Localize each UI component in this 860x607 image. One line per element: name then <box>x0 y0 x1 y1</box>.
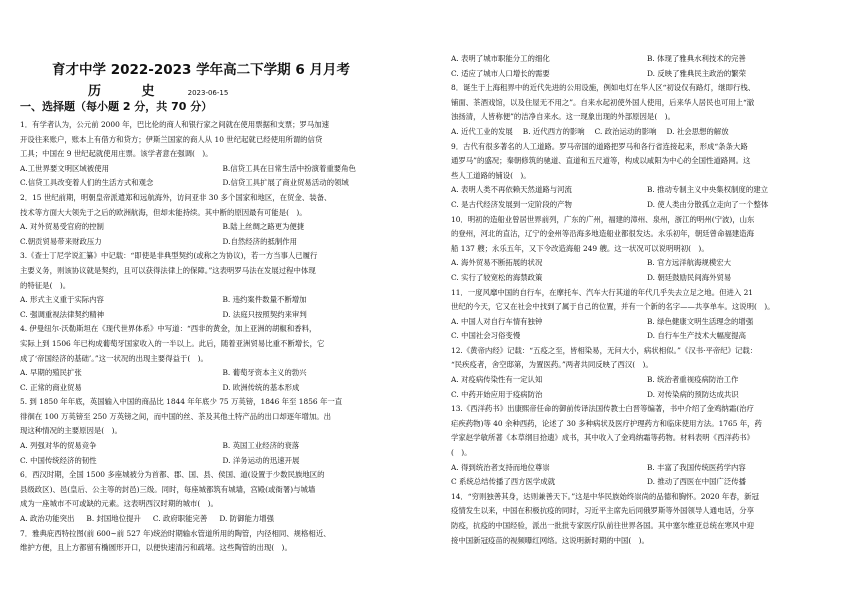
question-text-line: 船 137 艘；永乐五年，又下令改造海船 249 艘。这一状况可以说明明初( )。 <box>451 243 709 253</box>
answer-options-row <box>451 67 843 82</box>
question-text-line: 工具；中国在 9 世纪起就使用庄票。该学者意在强调( )。 <box>20 149 213 159</box>
answer-option: B. 官方远洋航海规模宏大 <box>647 258 732 268</box>
answer-options-row <box>20 176 425 191</box>
answer-options-row <box>20 381 425 396</box>
right-question-column <box>451 52 843 548</box>
answer-option: A. 得到统治者支持而地位尊崇 <box>451 462 550 472</box>
answer-option: A. 列强对华的贸易竞争 <box>20 441 97 451</box>
question-text-line: ( )。 <box>451 448 472 458</box>
question-text-line: 接中国新冠疫苗的视频曝红网络。这说明新时期的中国( )。 <box>451 535 649 545</box>
question-text-line: 成了‘帝国经济的基础’。”这一状况的出现主要得益于( )。 <box>20 353 208 363</box>
answer-options-row <box>20 293 425 308</box>
question-text-line: 开设往来账户，账本上有借方和贷方；伊斯兰国家的商人从 10 世纪起就已经使用所谓的信贷 <box>20 134 323 144</box>
answer-option: D. 自行车生产技术大幅度提高 <box>647 331 747 341</box>
question-text-line: 8．诞生于上海租界中的近代先进的公用设施，例如电灯在华人区“初设仅有路灯，继即行栈、 <box>451 83 756 93</box>
question-text-line: 10．明初的造船业曾居世界前列，广东的广州，福建的漳州、泉州，浙江的明州(宁波)，山东 <box>451 214 755 224</box>
answer-option: B.陆上丝绸之路更为便捷 <box>222 222 305 232</box>
answer-option: D.信贷工具扩展了商业贸易活动的领域 <box>222 178 349 188</box>
question-text-line: 防疫，抗疫的中国经验，派出一批批专家医疗队前往世界各国。其中塞尔维亚总统在寒风中迎 <box>451 521 755 530</box>
answer-option: A. 对外贸易受官府的控制 <box>20 222 104 232</box>
question-text-line: 4. 伊曼纽尔·沃勒斯坦在《现代世界体系》中写道：“西非的黄金，加上亚洲的胡椒和香料， <box>20 324 317 334</box>
question-text-line: 疫情发生以来，中国在积极抗疫的同时，习近平主席先后同俄罗斯等外国领导人通电话，分享 <box>451 506 755 516</box>
question-text-line: 7．雅典庇西特拉图(前 600~前 527 年)统治时期输水管道所用的陶管，内径相同、规格相近、 <box>20 528 331 538</box>
answer-option: D.自然经济的抵制作用 <box>222 236 298 246</box>
answer-option: D. 使人类由分散孤立走向了一个整体 <box>647 199 769 209</box>
answer-options-row <box>20 308 425 323</box>
question-text-line: 县级政区)、邑(皇后、公主等的封邑)三级。同时，每座城都筑有城墙，宫殿(或衙署)与城墙 <box>20 484 316 494</box>
answer-options-row <box>20 366 425 381</box>
question-text-line: 成为一座城市不可或缺的元素。这表明西汉时期的城市( )。 <box>20 499 218 509</box>
answer-option: D. 社会思想的解放 <box>666 126 729 136</box>
question-text-line: 11．一度风靡中国的自行车，在摩托车、汽车大行其道的年代几乎失去立足之地。但进入 21 <box>451 287 754 297</box>
answer-option: B. 违约案件数量不断增加 <box>222 295 307 305</box>
answer-option: C. 政治运动的影响 <box>594 126 657 136</box>
question-text-line: 实际上到 1506 年已构成葡萄牙国家收入的一半以上。此后，随着亚洲贸易比重不断增长，它 <box>20 338 325 348</box>
question-text-line: 主要义务，则该协议就是契约，且可以获得法律上的保障。”这表明罗马法在发展过程中体现 <box>20 265 316 275</box>
answer-option: B.信贷工具在日常生活中扮演着重要角色 <box>222 163 356 173</box>
answer-option: B. 推动专制主义中央集权制度的建立 <box>647 185 768 195</box>
subject-row <box>88 80 228 99</box>
answer-options-row <box>451 271 843 286</box>
answer-options-row <box>20 235 425 250</box>
answer-option: A. 政治功能突出 <box>20 514 75 524</box>
answer-option: D. 反映了雅典民主政治的繁荣 <box>647 68 747 78</box>
answer-options-row <box>451 125 843 140</box>
answer-options-row <box>20 512 425 527</box>
answer-option: A. 表明人类不再依赖天然道路与河流 <box>451 185 572 195</box>
question-text-line: 5. 到 1850 年年底，英国输入中国的商品比 1844 年年底少 75 万英镑，1846 年至 1856 年一直 <box>20 397 343 407</box>
answer-option: C. 中药开始应用于疫病防治 <box>451 389 543 399</box>
answer-options-row <box>451 183 843 198</box>
question-text-line: 维护方便，且上方都留有椭圆形开口，以便快速清污和疏堵。这些陶管的出现( )。 <box>20 543 292 553</box>
answer-option: C. 中国社会习俗变慢 <box>451 331 521 341</box>
answer-option: A. 中国人对自行车情有独钟 <box>451 316 543 326</box>
question-text-line: 通罗马”的盛况；秦朝修筑的驰道、直道和五尺道等，构成以咸阳为中心的全国性道路网。这 <box>451 156 751 166</box>
question-text-line: 学家赵学敏所著《本草纲目拾遗》成书，其中收入了金鸡纳霜等药物。材料表明《西洋药书》 <box>451 433 755 443</box>
answer-options-row <box>451 461 843 476</box>
answer-options-row <box>451 329 843 344</box>
left-question-column <box>20 118 425 556</box>
question-text-line: 现这种情况的主要原因是( )。 <box>20 426 122 436</box>
question-text-line: 徘徊在 100 万英镑至 250 万英镑之间，而中国的丝、茶及其他土特产品的出口却逐年增加。出 <box>20 411 332 421</box>
answer-option: A. 表明了城市职能分工的细化 <box>451 54 550 63</box>
subject-label: 历 史 <box>88 84 173 99</box>
answer-options-row <box>20 162 425 177</box>
question-text-line: 世纪的今天，它又在社会中找到了属于自己的位置，并有一个新的名字——共享单车。这说明( )。 <box>451 302 775 312</box>
question-text-line: 些人工道路的铺设( )。 <box>451 170 531 180</box>
question-text-line: 疟疾药物)等 40 余种西药，论述了 30 多种病状及医疗护理药方和临床使用方法。1765 年，药 <box>451 418 762 428</box>
answer-option: D. 法庭只按照契约来审判 <box>222 309 307 319</box>
answer-option: A. 对疫病传染性有一定认知 <box>451 375 543 385</box>
answer-option: C. 是古代经济发展到一定阶段的产物 <box>451 199 572 209</box>
answer-option: D. 洋务运动的迅速开展 <box>222 455 300 465</box>
answer-option: B. 丰富了我国传统医药学内容 <box>647 462 746 472</box>
answer-option: A. 早期的殖民扩张 <box>20 368 82 378</box>
question-text-line: 9．古代有很多著名的人工道路。罗马帝国的道路把罗马和各行省连接起来，形成“条条大路 <box>451 141 748 151</box>
answer-option: C. 政府职能完善 <box>152 514 208 524</box>
question-text-line: 1．有学者认为，公元前 2000 年，巴比伦的商人和银行家之间就在使用票据和支票；罗马加速 <box>20 120 330 129</box>
answer-option: C. 实行了较宽松的海禁政策 <box>451 272 543 282</box>
answer-options-row <box>451 373 843 388</box>
answer-option: D. 对传染病的预防达成共识 <box>647 389 739 399</box>
exam-date: 2023-06-15 <box>187 89 229 97</box>
answer-option: C. 强调重视法律契约精神 <box>20 309 104 319</box>
answer-option: D. 欧洲传统的基本形成 <box>222 382 300 392</box>
answer-options-row <box>451 52 843 67</box>
answer-option: B. 英国工业经济的衰落 <box>222 441 300 451</box>
answer-option: C.朝贡贸易带来财政压力 <box>20 236 102 246</box>
question-text-line: 2．15 世纪前期，明朝皇帝派遣郑和远航海外，访问亚非 30 多个国家和地区，在贸金、装备、 <box>20 192 332 202</box>
question-text-line: 6．西汉时期，全国 1500 多座城被分为首都、郡、国、县、侯国、道(设置于少数民族地区的 <box>20 470 325 480</box>
question-text-line: 12.《黄帝内经》记载：“五疫之至，皆相染易，无问大小，病状相似。”《汉书·平帝纪》记载： <box>451 345 758 355</box>
answer-option: C 系统总结传播了西方医学成就 <box>451 477 556 487</box>
answer-option: B. 体现了雅典水利技术的完善 <box>647 54 746 63</box>
answer-options-row <box>451 388 843 403</box>
answer-option: D. 推动了西医在中国广泛传播 <box>647 477 747 487</box>
answer-option: A. 海外贸易不断拓展的状况 <box>451 258 543 268</box>
question-text-line: 浊扬清，人皆称便”的洁净自来水。这一现象出现的外部原因是( )。 <box>451 112 675 122</box>
answer-option: B. 封国地位提升 <box>86 514 141 524</box>
answer-option: A.工世界要文明区域被使用 <box>20 163 109 173</box>
question-text-line: 技术等方面大大领先于之后的欧洲航海，但却未能持续。其中断的原因最有可能是( )。 <box>20 207 307 217</box>
answer-option: B. 近代西方的影响 <box>522 126 585 136</box>
answer-options-row <box>451 315 843 330</box>
answer-option: C. 适应了城市人口增长的需要 <box>451 68 550 78</box>
answer-option: B. 统治者重视疫病防治工作 <box>647 375 739 385</box>
answer-option: B. 葡萄牙资本主义的勃兴 <box>222 368 307 378</box>
answer-options-row <box>451 475 843 490</box>
section-heading: 一、选择题（每小题 2 分，共 70 分） <box>20 100 213 113</box>
question-text-line: “民疾疫者，舍空邸第，为置医药。”两者共同反映了西汉( )。 <box>451 360 653 370</box>
answer-option: D. 防御能力增强 <box>219 514 275 524</box>
answer-options-row <box>451 256 843 271</box>
question-text-line: 13.《西洋药书》出康熙帝任命的御前传译法国传教士白晋等编著，书中介绍了金鸡纳霜(治疗 <box>451 404 754 414</box>
answer-option: D. 朝廷鼓励民间海外贸易 <box>647 272 732 282</box>
question-text-line: 铺面、茶酒戏馆，以及住屋无不用之”。自来水起初使外国人使用，后来华人居民也可用上“澈 <box>451 97 755 107</box>
question-text-line: 3.《查士丁尼学说汇纂》中记载：“即使是非典型契约(或称之为协议)，若一方当事人已履行 <box>20 251 318 261</box>
question-text-line: 14．“穷则独善其身，达则兼善天下。”这是中华民族始终崇尚的品德和胸怀。2020 年春，新冠 <box>451 491 759 501</box>
answer-options-row <box>20 454 425 469</box>
answer-options-row <box>20 220 425 235</box>
answer-option: B. 绿色健康文明生活理念的增强 <box>647 316 754 326</box>
answer-option: C. 正常的商业贸易 <box>20 382 82 392</box>
answer-options-row <box>451 198 843 213</box>
question-text-line: 的登州，河北的直沽，辽宁的金州等沿海多地造船业都很发达。永乐初年，朝廷曾命福建造海 <box>451 229 755 239</box>
answer-options-row <box>20 439 425 454</box>
answer-option: C. 中国传统经济的韧性 <box>20 455 97 465</box>
answer-option: C.信贷工具改变着人们的生活方式和观念 <box>20 178 154 188</box>
answer-option: A. 形式主义重于实际内容 <box>20 295 104 305</box>
answer-option: A. 近代工业的发展 <box>451 126 513 136</box>
question-text-line: 的特征是( )。 <box>20 280 71 290</box>
exam-title: 育才中学 2022-2023 学年高二下学期 6 月月考 <box>52 62 350 78</box>
